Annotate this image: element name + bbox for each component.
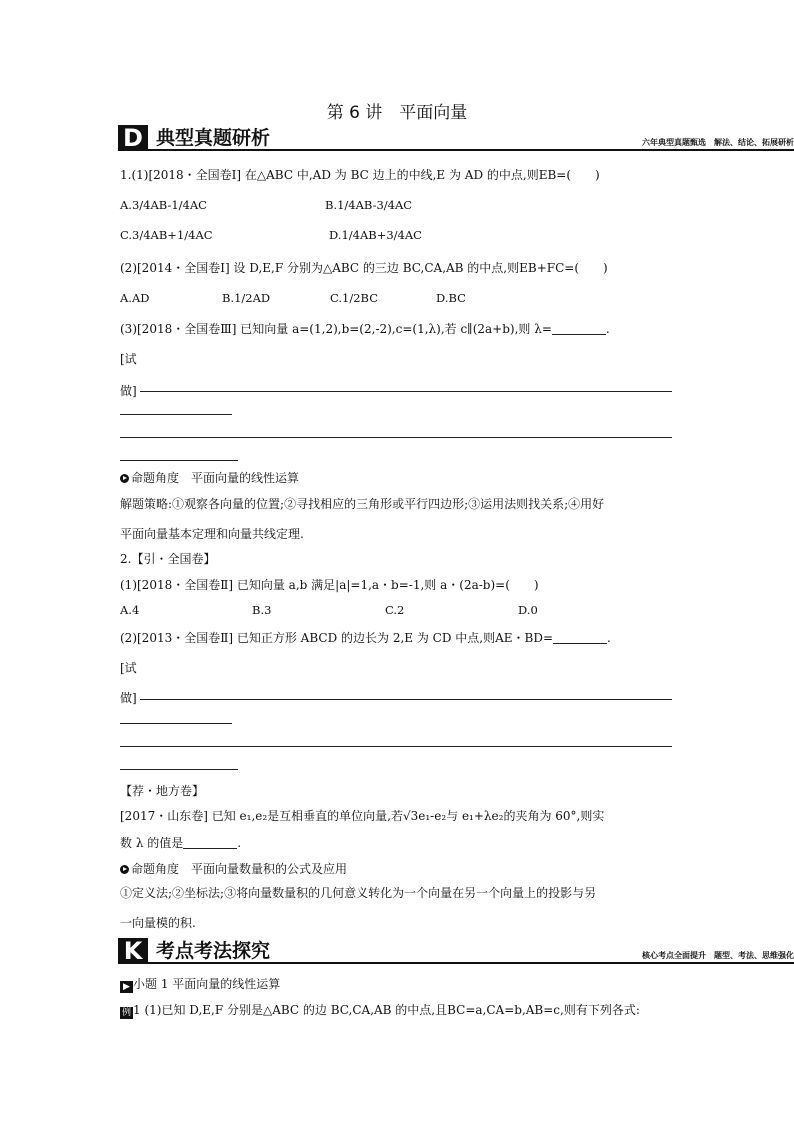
section-d-rule	[148, 149, 794, 151]
answer-line[interactable]	[140, 391, 672, 392]
section-d-subtitle: 六年典型真题甄选 解法、结论、拓展研析	[642, 138, 794, 147]
section-d-letter: D	[118, 125, 148, 151]
q1-1-stem: 1.(1)[2018・全国卷Ⅰ] 在△ABC 中,AD 为 BC 边上的中线,E 为 AD 的中点,则EB=( )	[120, 168, 600, 182]
answer-line[interactable]	[120, 746, 672, 747]
try-label-1: [试	[120, 352, 137, 366]
q1-2-option-b: B.1/2AD	[222, 291, 271, 305]
arrow-box-icon: ▶	[120, 981, 133, 993]
section-k-rule	[148, 962, 794, 964]
q2-1-option-c: C.2	[385, 603, 405, 617]
q2-1-option-b: B.3	[252, 603, 272, 617]
answer-line[interactable]	[120, 437, 672, 438]
answer-line[interactable]	[120, 460, 238, 461]
section-k-title: 考点考法探究	[156, 940, 271, 962]
local-line-1: [2017・山东卷] 已知 e₁,e₂是互相垂直的单位向量,若√3e₁-e₂与 e₁+λe₂的夹角为 60°,则实	[120, 809, 605, 823]
angle-1-body-2: 平面向量基本定理和向量共线定理.	[120, 527, 304, 541]
q1-2-stem: (2)[2014・全国卷Ⅰ] 设 D,E,F 分别为△ABC 的三边 BC,CA,AB 的中点,则EB+FC=( )	[120, 261, 608, 275]
section-k-header	[118, 938, 794, 964]
q2-2-text: (2)[2013・全国卷Ⅱ] 已知正方形 ABCD 的边长为 2,E 为 CD 中点,则AE・BD=	[120, 631, 554, 645]
play-icon	[120, 474, 129, 483]
q1-3-stem: (3)[2018・全国卷Ⅲ] 已知向量 a=(1,2),b=(2,-2),c=(1,λ),若 c∥(2a+b),则 λ= .	[120, 322, 610, 336]
section-d-header	[118, 125, 794, 151]
angle-2-head: 命题角度 平面向量数量积的公式及应用	[120, 860, 347, 877]
try-label-2: 做]	[120, 691, 137, 705]
q1-1-option-c: C.3/4AB+1/4AC	[120, 228, 213, 242]
angle-1-head: 命题角度 平面向量的线性运算	[120, 469, 299, 486]
example-icon: 例	[121, 1008, 131, 1018]
q1-2-option-a: A.AD	[120, 291, 150, 305]
angle-1-body-1: 解题策略:①观察各向量的位置;②寻找相应的三角形或平行四边形;③运用法则找关系;④用好	[120, 497, 605, 511]
section-k-letter: K	[118, 938, 148, 964]
q2-2-stem: (2)[2013・全国卷Ⅱ] 已知正方形 ABCD 的边长为 2,E 为 CD 中点,则AE・BD= .	[120, 631, 611, 645]
answer-line[interactable]	[140, 699, 672, 700]
local-head: 【荐・地方卷】	[120, 784, 205, 798]
q1-1-option-b: B.1/4AB-3/4AC	[325, 198, 413, 212]
q2-head: 2.【引・全国卷】	[120, 552, 216, 566]
section-d-title: 典型真题研析	[156, 127, 271, 149]
answer-line[interactable]	[120, 769, 238, 770]
answer-line[interactable]	[120, 414, 232, 415]
answer-blank[interactable]	[183, 837, 237, 849]
play-icon	[120, 865, 129, 874]
try-label-2: 做]	[120, 384, 137, 398]
q1-1-option-a: A.3/4AB-1/4AC	[120, 198, 207, 212]
answer-blank[interactable]	[553, 632, 607, 644]
q1-1-option-d: D.1/4AB+3/4AC	[329, 228, 422, 242]
q2-1-option-a: A.4	[120, 603, 140, 617]
q1-2-option-d: D.BC	[436, 291, 466, 305]
answer-line[interactable]	[120, 723, 232, 724]
angle-2-body-1: ①定义法;②坐标法;③将向量数量积的几何意义转化为一个向量在另一个向量上的投影与另	[120, 886, 597, 900]
try-label-1: [试	[120, 661, 137, 675]
q2-1-option-d: D.0	[518, 603, 538, 617]
example-1: 例 1 (1)已知 D,E,F 分别是△ABC 的边 BC,CA,AB 的中点,且BC=a,CA=b,AB=c,则有下列各式:	[121, 1003, 640, 1018]
q2-1-stem: (1)[2018・全国卷Ⅱ] 已知向量 a,b 满足|a|=1,a・b=-1,则 a・(2a-b)=( )	[120, 578, 539, 592]
section-k-subtitle: 核心考点全面提升 题型、考法、思维强化	[642, 951, 794, 960]
page-title: 第 6 讲 平面向量	[326, 103, 468, 123]
angle-2-body-2: 一向量模的积.	[120, 916, 196, 930]
q1-2-option-c: C.1/2BC	[330, 291, 379, 305]
q1-3-text: (3)[2018・全国卷Ⅲ] 已知向量 a=(1,2),b=(2,-2),c=(1,λ),若 c∥(2a+b),则 λ=	[120, 322, 552, 336]
answer-blank[interactable]	[552, 323, 606, 335]
local-line-2: 数 λ 的值是 .	[120, 836, 242, 850]
subtopic-1: ▶ 小题 1 平面向量的线性运算	[120, 975, 280, 993]
